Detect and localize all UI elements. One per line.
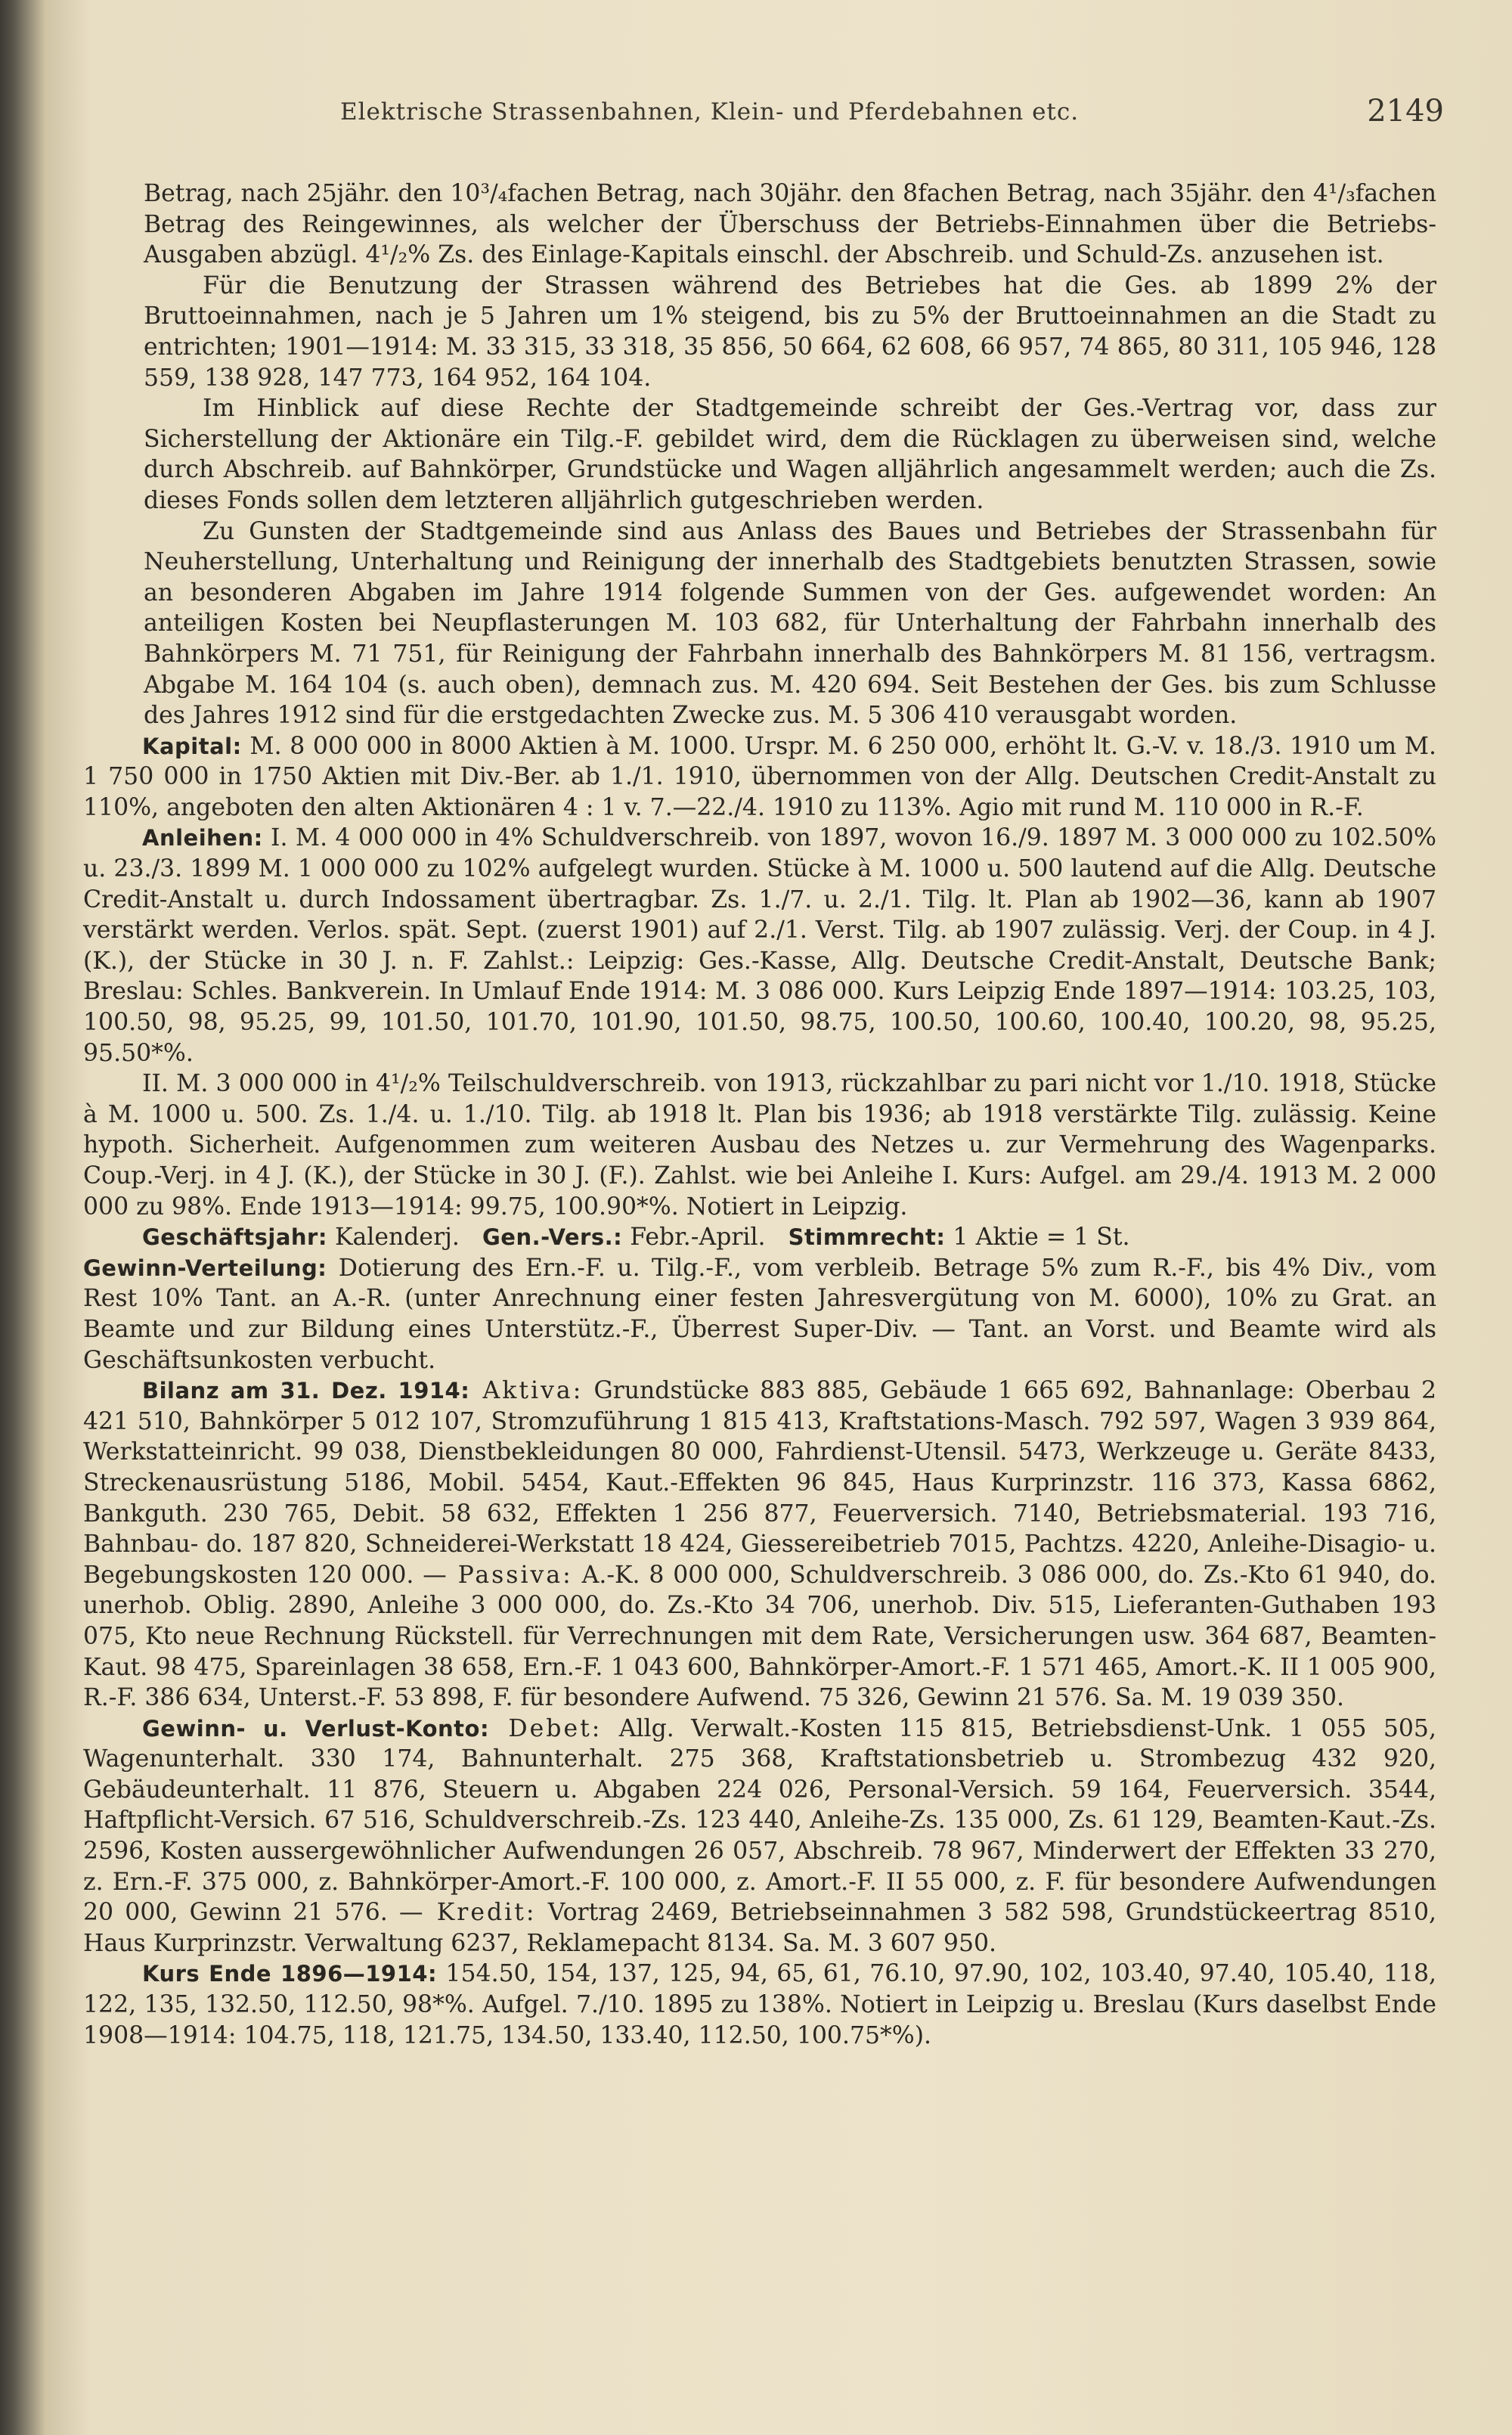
aktiva-label: Aktiva: [469,1377,584,1405]
body-text [83,178,1436,2051]
passiva-label: Passiva: [446,1561,573,1589]
gewinn-verteilung-section [83,1253,1436,1376]
bilanz-label: Bilanz am 31. Dez. 1914: [142,1378,470,1404]
paragraph: Für die Benutzung der Strassen während des Betriebes hat die Ges. ab 1899 2% der Bruttoeinnahmen, nach je 5 Jahren um 1% steigend, bis zu 5% der Bruttoeinnahmen an die Stadt zu entrichten; 1901—1914: M. 33 315, 33 318, 35 856, 50 664, 62 608, 66 957, 74 865, 80 311, 105 946, 128 559, 138 928, 147 773, 164 952, 164 104. [144,271,1436,392]
kapital-text: M. 8 000 000 in 8000 Aktien à M. 1000. Urspr. M. 6 250 000, erhöht lt. G.-V. v. 18./3. 1910 um M. 1 750 000 in 1750 Aktien mit Div.-Ber. ab 1./1. 1910, übernommen von der Allg. Deutschen Credit-Anstalt zu 110%, angeboten den alten Aktionären 4 : 1 v. 7.—22./4. 1910 zu 113%. Agio mit rund M. 110 000 in R.-F. [83,732,1436,821]
gen-vers-label: Gen.-Vers.: [482,1224,623,1251]
debet-text: Allg. Verwalt.-Kosten 115 815, Betriebsdienst-Unk. 1 055 505, Wagenunterhalt. 330 174, Bahnunterhalt. 275 368, Kraftstationsbetrieb u. Strombezug 432 920, Gebäudeunterhalt. 11 876, Steuern u. Abgaben 224 026, Personal-Versich. 59 164, Feuerversich. 3544, Haftpflicht-Versich. 67 516, Schuldverschreib.-Zs. 123 440, Anleihe-Zs. 135 000, Zs. 61 129, Beamten-Kaut.-Zs. 2596, Kosten aussergewöhnlicher Aufwendungen 26 057, Abschreib. 78 967, Minderwert der Effekten 33 270, z. Ern.-F. 375 000, z. Bahnkörper-Amort.-F. 100 000, z. Amort.-F. II 55 000, z. F. für besondere Aufwendungen 20 000, Gewinn 21 576. — [83,1714,1436,1927]
geschaeftsjahr-section [83,1222,1436,1253]
anleihen-label: Anleihen: [142,825,263,851]
gewinn-verlust-section [83,1714,1436,1959]
running-title: Elektrische Strassenbahnen, Klein- und Pferdebahnen etc. [340,98,1080,126]
kredit-label: Kredit: [423,1899,537,1927]
gewinn-verteilung-label: Gewinn-Verteilung: [83,1255,327,1281]
page-number: 2149 [1367,94,1444,129]
gewinn-verteilung-text: Dotierung des Ern.-F. u. Tilg.-F., vom verbleib. Betrage 5% zum R.-F., bis 4% Div., vom Rest 10% Tant. an A.-R. (unter Anrechnung einer festen Jahresvergütung von M. 6000), 10% zu Grat. an Beamte und zur Bildung eines Unterstütz.-F., Überrest Super-Div. — Tant. an Vorst. und Beamte wird als Geschäftsunkosten verbucht. [83,1254,1436,1374]
kurs-label: Kurs Ende 1896—1914: [142,1961,438,1987]
paragraph: Betrag, nach 25jähr. den 10³/₄fachen Betrag, nach 30jähr. den 8fachen Betrag, nach 35jähr. den 4¹/₃fachen Betrag des Reingewinnes, als welcher der Überschuss der Betriebs-Einnahmen über die Betriebs-Ausgaben abzügl. 4¹/₂% Zs. des Einlage-Kapitals einschl. der Abschreib. und Schuld-Zs. anzusehen ist. [144,180,1436,269]
bilanz-section [83,1376,1436,1714]
anleihen-section [83,823,1436,1069]
kapital-label: Kapital: [142,733,242,759]
geschaeftsjahr-text: Kalenderj. [327,1224,460,1252]
page-header [144,94,1444,144]
anleihe-2-section: II. M. 3 000 000 in 4¹/₂% Teilschuldverschreib. von 1913, rückzahlbar zu pari nicht vor 1./10. 1918, Stücke à M. 1000 u. 500. Zs. 1./4. u. 1./10. Tilg. ab 1918 lt. Plan bis 1936; ab 1918 verstärkte Tilg. zulässig. Keine hypoth. Sicherheit. Aufgenommen zum weiteren Ausbau des Netzes u. zur Vermehrung des Wagenparks. Coup.-Verj. in 4 J. (K.), der Stücke in 30 J. (F.). Zahlst. wie bei Anleihe I. Kurs: Aufgel. am 29./4. 1913 M. 2 000 000 zu 98%. Ende 1913—1914: 99.75, 100.90*%. Notiert in Leipzig. [83,1070,1436,1221]
gewinn-verlust-label: Gewinn- u. Verlust-Konto: [142,1715,490,1742]
kredit-text: Vortrag 2469, Betriebseinnahmen 3 582 598, Grundstückeertrag 8510, Haus Kurprinzstr. Verwaltung 6237, Reklamepacht 8134. Sa. M. 3 607 950. [83,1899,1437,1957]
stimmrecht-label: Stimmrecht: [788,1224,946,1251]
kurs-section [83,1959,1436,2051]
debet-label: Debet: [489,1714,603,1742]
paragraph: Zu Gunsten der Stadtgemeinde sind aus Anlass des Baues und Betriebes der Strassenbahn für Neuherstellung, Unterhaltung und Reinigung der innerhalb des Stadtgebiets benutzten Strassen, sowie an besonderen Abgaben im Jahre 1914 folgende Summen von der Ges. aufgewendet worden: An anteiligen Kosten bei Neupflasterungen M. 103 682, für Unterhaltung der Fahrbahn innerhalb des Bahnkörpers M. 71 751, für Reinigung der Fahrbahn innerhalb des Bahnkörpers M. 81 156, vertragsm. Abgabe M. 164 104 (s. auch oben), demnach zus. M. 420 694. Seit Bestehen der Ges. bis zum Schlusse des Jahres 1912 sind für die erstgedachten Zwecke zus. M. 5 306 410 verausgabt worden. [144,517,1436,730]
aktiva-text: Grundstücke 883 885, Gebäude 1 665 692, Bahnanlage: Oberbau 2 421 510, Bahnkörper 5 012 107, Stromzuführung 1 815 413, Kraftstations-Masch. 792 597, Wagen 3 939 864, Werkstatteinricht. 99 038, Dienstbekleidungen 80 000, Fahrdienst-Utensil. 5473, Werkzeuge u. Geräte 8433, Streckenausrüstung 5186, Mobil. 5454, Kaut.-Effekten 96 845, Haus Kurprinzstr. 116 373, Kassa 6862, Bankguth. 230 765, Debit. 58 632, Effekten 1 256 877, Feuerversich. 7140, Betriebsmaterial. 193 716, Bahnbau- do. 187 820, Schneiderei-Werkstatt 18 424, Giessereibetrieb 7015, Pachtzs. 4220, Anleihe-Disagio- u. Begebungskosten 120 000. — [83,1377,1436,1589]
stimmrecht-text: 1 Aktie = 1 St. [945,1224,1130,1252]
paragraph: Im Hinblick auf diese Rechte der Stadtgemeinde schreibt der Ges.-Vertrag vor, dass zur Sicherstellung der Aktionäre ein Tilg.-F. gebildet wird, dem die Rücklagen zu überweisen sind, welche durch Abschreib. auf Bahnkörper, Grundstücke und Wagen alljährlich angesammelt werden; auch die Zs. dieses Fonds sollen dem letzteren alljährlich gutgeschrieben werden. [144,395,1436,514]
geschaeftsjahr-label: Geschäftsjahr: [142,1224,327,1251]
passiva-text: A.-K. 8 000 000, Schuldverschreib. 3 086 000, do. Zs.-Kto 61 940, do. unerhob. Oblig. 2890, Anleihe 3 000 000, do. Zs.-Kto 34 706, unerhob. Div. 515, Lieferanten-Guthaben 193 075, Kto neue Rechnung Rückstell. für Verrechnungen mit dem Rate, Versicherungen usw. 364 687, Beamten-Kaut. 98 475, Spareinlagen 38 658, Ern.-F. 1 043 600, Bahnkörper-Amort.-F. 1 571 465, Amort.-K. II 1 005 900, R.-F. 386 634, Unterst.-F. 53 898, F. für besondere Aufwend. 75 326, Gewinn 21 576. Sa. M. 19 039 350. [83,1561,1437,1712]
gen-vers-text: Febr.-April. [622,1224,766,1252]
kurs-text: 154.50, 154, 137, 125, 94, 65, 61, 76.10, 97.90, 102, 103.40, 97.40, 105.40, 118, 122, 135, 132.50, 112.50, 98*%. Aufgel. 7./10. 1895 zu 138%. Notiert in Leipzig u. Breslau (Kurs daselbst Ende 1908—1914: 104.75, 118, 121.75, 134.50, 133.40, 112.50, 100.75*%). [83,1960,1436,2049]
kapital-section [83,731,1436,824]
anleihen-text: I. M. 4 000 000 in 4% Schuldverschreib. von 1897, wovon 16./9. 1897 M. 3 000 000 zu 102.50% u. 23./3. 1899 M. 1 000 000 zu 102% aufgelegt wurden. Stücke à M. 1000 u. 500 lautend auf die Allg. Deutsche Credit-Anstalt u. durch Indossament übertragbar. Zs. 1./7. u. 2./1. Tilg. lt. Plan ab 1902—36, kann ab 1907 verstärkt werden. Verlos. spät. Sept. (zuerst 1901) auf 2./1. Verst. Tilg. ab 1907 zulässig. Verj. der Coup. in 4 J. (K.), der Stücke in 30 J. n. F. Zahlst.: Leipzig: Ges.-Kasse, Allg. Deutsche Credit-Anstalt, Deutsche Bank; Breslau: Schles. Bankverein. In Umlauf Ende 1914: M. 3 086 000. Kurs Leipzig Ende 1897—1914: 103.25, 103, 100.50, 98, 95.25, 99, 101.50, 101.70, 101.90, 101.50, 98.75, 100.50, 100.60, 100.40, 100.20, 98, 95.25, 95.50*%. [83,824,1436,1067]
